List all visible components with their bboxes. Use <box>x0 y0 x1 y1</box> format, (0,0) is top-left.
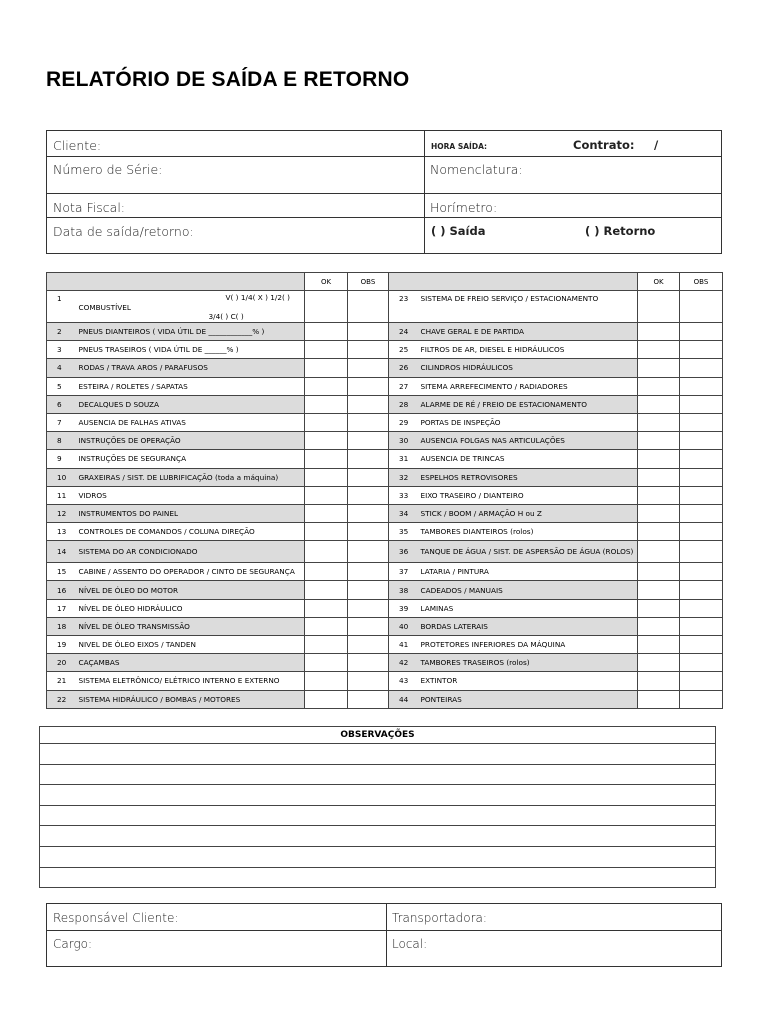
item-number: 40 <box>389 617 419 635</box>
numero-serie-field[interactable]: Número de Série: <box>53 162 163 177</box>
table-row <box>47 359 723 377</box>
item-label: AUSENCIA FOLGAS NAS ARTICULAÇÕES <box>419 432 638 450</box>
local-field[interactable]: Local: <box>392 937 428 951</box>
obs-checkbox[interactable] <box>348 359 389 377</box>
obs-checkbox[interactable] <box>680 486 723 504</box>
item-label: PNEUS DIANTEIROS ( VIDA ÚTIL DE ____________% ) <box>77 323 305 341</box>
horimetro-field[interactable]: Horímetro: <box>430 200 498 215</box>
item-label: RODAS / TRAVA AROS / PARAFUSOS <box>77 359 305 377</box>
obs-checkbox[interactable] <box>348 450 389 468</box>
obs-checkbox[interactable] <box>348 617 389 635</box>
item-label: LAMINAS <box>419 599 638 617</box>
item-number: 26 <box>389 359 419 377</box>
header-info-box <box>46 130 722 254</box>
item-label: PNEUS TRASEIROS ( VIDA ÚTIL DE ______% ) <box>77 341 305 359</box>
obs-checkbox[interactable] <box>348 672 389 690</box>
table-row <box>47 432 723 450</box>
table-row <box>47 341 723 359</box>
item-number: 35 <box>389 523 419 541</box>
item-label: ESTEIRA / ROLETES / SAPATAS <box>77 377 305 395</box>
transportadora-field[interactable]: Transportadora: <box>392 911 487 925</box>
obs-checkbox[interactable] <box>348 413 389 431</box>
item-number: 28 <box>389 395 419 413</box>
ok-checkbox[interactable] <box>305 581 348 599</box>
ok-checkbox[interactable] <box>305 359 348 377</box>
item-number: 29 <box>389 413 419 431</box>
ok-checkbox[interactable] <box>305 617 348 635</box>
ok-checkbox[interactable] <box>638 395 680 413</box>
item-number: 17 <box>47 599 77 617</box>
ok-checkbox[interactable] <box>305 672 348 690</box>
item-label: AUSENCIA DE FALHAS ATIVAS <box>77 413 305 431</box>
item-label: CILINDROS HIDRÁULICOS <box>419 359 638 377</box>
obs-checkbox[interactable] <box>348 395 389 413</box>
table-row <box>47 617 723 635</box>
item-number: 11 <box>47 486 77 504</box>
observacao-line[interactable] <box>40 744 716 765</box>
table-row <box>47 599 723 617</box>
obs-header: OBS <box>348 273 389 291</box>
cliente-field[interactable]: Cliente: <box>53 138 102 153</box>
ok-checkbox[interactable] <box>305 563 348 581</box>
obs-checkbox[interactable] <box>680 377 723 395</box>
obs-checkbox[interactable] <box>348 323 389 341</box>
item-number: 18 <box>47 617 77 635</box>
item-label: TAMBORES TRASEIROS (rolos) <box>419 654 638 672</box>
obs-checkbox[interactable] <box>348 599 389 617</box>
obs-checkbox[interactable] <box>680 468 723 486</box>
ok-checkbox[interactable] <box>305 486 348 504</box>
obs-checkbox[interactable] <box>348 468 389 486</box>
obs-checkbox[interactable] <box>680 690 723 708</box>
contrato-slash: / <box>654 138 659 152</box>
observacao-line[interactable] <box>40 846 716 867</box>
ok-checkbox[interactable] <box>638 581 680 599</box>
item-number: 41 <box>389 636 419 654</box>
obs-checkbox[interactable] <box>680 504 723 522</box>
table-row <box>47 523 723 541</box>
ok-checkbox[interactable] <box>638 504 680 522</box>
item-label: NÍVEL DE ÓLEO TRANSMISSÃO <box>77 617 305 635</box>
obs-checkbox[interactable] <box>348 541 389 563</box>
ok-checkbox[interactable] <box>305 599 348 617</box>
item-label: VIDROS <box>77 486 305 504</box>
ok-checkbox[interactable] <box>638 617 680 635</box>
table-row <box>47 541 723 563</box>
obs-checkbox[interactable] <box>680 599 723 617</box>
item-number: 37 <box>389 563 419 581</box>
obs-checkbox[interactable] <box>680 523 723 541</box>
item-number: 36 <box>389 541 419 563</box>
ok-checkbox[interactable] <box>305 541 348 563</box>
item-number: 14 <box>47 541 77 563</box>
item-label: ALARME DE RÉ / FREIO DE ESTACIONAMENTO <box>419 395 638 413</box>
ok-checkbox[interactable] <box>638 450 680 468</box>
obs-header: OBS <box>680 273 723 291</box>
item-number: 12 <box>47 504 77 522</box>
table-row <box>47 486 723 504</box>
item-number: 38 <box>389 581 419 599</box>
table-row <box>47 395 723 413</box>
ok-checkbox[interactable] <box>305 636 348 654</box>
observacao-line[interactable] <box>40 764 716 785</box>
ok-checkbox[interactable] <box>305 395 348 413</box>
page-title: RELATÓRIO DE SAÍDA E RETORNO <box>46 68 410 91</box>
item-number: 16 <box>47 581 77 599</box>
ok-checkbox[interactable] <box>638 291 680 323</box>
obs-checkbox[interactable] <box>348 581 389 599</box>
item-number: 5 <box>47 377 77 395</box>
obs-checkbox[interactable] <box>348 486 389 504</box>
ok-checkbox[interactable] <box>638 413 680 431</box>
ok-checkbox[interactable] <box>305 341 348 359</box>
item-number: 22 <box>47 690 77 708</box>
obs-checkbox[interactable] <box>680 563 723 581</box>
ok-checkbox[interactable] <box>638 323 680 341</box>
item-label: ESPELHOS RETROVISORES <box>419 468 638 486</box>
cargo-field[interactable]: Cargo: <box>53 937 93 951</box>
item-label: TAMBORES DIANTEIROS (rolos) <box>419 523 638 541</box>
ok-checkbox[interactable] <box>305 377 348 395</box>
item-number: 6 <box>47 395 77 413</box>
table-row <box>47 672 723 690</box>
item-label: PORTAS DE INSPEÇÃO <box>419 413 638 431</box>
item-label: CAÇAMBAS <box>77 654 305 672</box>
table-row <box>47 581 723 599</box>
ok-checkbox[interactable] <box>305 413 348 431</box>
table-row <box>47 690 723 708</box>
footer-box <box>46 903 722 967</box>
ok-checkbox[interactable] <box>638 468 680 486</box>
item-number: 33 <box>389 486 419 504</box>
item-number: 32 <box>389 468 419 486</box>
obs-checkbox[interactable] <box>680 672 723 690</box>
observacao-line[interactable] <box>40 826 716 847</box>
responsavel-cliente-field[interactable]: Responsável Cliente: <box>53 911 179 925</box>
table-row <box>47 563 723 581</box>
ok-checkbox[interactable] <box>638 432 680 450</box>
item-label: INSTRUÇÕES DE SEGURANÇA <box>77 450 305 468</box>
item-number: 19 <box>47 636 77 654</box>
item-number: 23 <box>389 291 419 323</box>
item-number: 31 <box>389 450 419 468</box>
item-label: SISTEMA HIDRÁULICO / BOMBAS / MOTORES <box>77 690 305 708</box>
observacao-line[interactable] <box>40 805 716 826</box>
ok-checkbox[interactable] <box>305 654 348 672</box>
item-number: 30 <box>389 432 419 450</box>
observacao-line[interactable] <box>40 785 716 806</box>
item-number: 8 <box>47 432 77 450</box>
ok-checkbox[interactable] <box>638 636 680 654</box>
ok-checkbox[interactable] <box>305 504 348 522</box>
obs-checkbox[interactable] <box>680 617 723 635</box>
observacoes-table <box>39 726 716 888</box>
item-label: EIXO TRASEIRO / DIANTEIRO <box>419 486 638 504</box>
fuel-level-options[interactable]: 3/4( ) C( ) <box>208 312 244 321</box>
obs-checkbox[interactable] <box>348 690 389 708</box>
ok-checkbox[interactable] <box>638 523 680 541</box>
item-label: STICK / BOOM / ARMAÇÃO H ou Z <box>419 504 638 522</box>
item-label: SISTEMA DO AR CONDICIONADO <box>77 541 305 563</box>
item-label: CABINE / ASSENTO DO OPERADOR / CINTO DE SEGURANÇA <box>77 563 305 581</box>
item-number: 9 <box>47 450 77 468</box>
obs-checkbox[interactable] <box>680 581 723 599</box>
obs-checkbox[interactable] <box>680 359 723 377</box>
ok-checkbox[interactable] <box>638 341 680 359</box>
item-label: CHAVE GERAL E DE PARTIDA <box>419 323 638 341</box>
item-number: 15 <box>47 563 77 581</box>
obs-checkbox[interactable] <box>348 291 389 323</box>
item-label: FILTROS DE AR, DIESEL E HIDRÁULICOS <box>419 341 638 359</box>
obs-checkbox[interactable] <box>348 563 389 581</box>
obs-checkbox[interactable] <box>680 654 723 672</box>
item-label: PROTETORES INFERIORES DA MÁQUINA <box>419 636 638 654</box>
item-label: TANQUE DE ÁGUA / SIST. DE ASPERSÃO DE ÁGUA (ROLOS) <box>419 541 638 563</box>
item-number: 44 <box>389 690 419 708</box>
obs-checkbox[interactable] <box>680 541 723 563</box>
ok-checkbox[interactable] <box>638 563 680 581</box>
ok-checkbox[interactable] <box>638 359 680 377</box>
table-row <box>47 468 723 486</box>
obs-checkbox[interactable] <box>348 341 389 359</box>
item-number: 3 <box>47 341 77 359</box>
item-number: 25 <box>389 341 419 359</box>
item-number: 7 <box>47 413 77 431</box>
ok-checkbox[interactable] <box>638 541 680 563</box>
item-number: 4 <box>47 359 77 377</box>
item-number: 2 <box>47 323 77 341</box>
hora-saida-field[interactable]: HORA SAÍDA: <box>431 142 488 151</box>
ok-header: OK <box>638 273 680 291</box>
ok-checkbox[interactable] <box>305 432 348 450</box>
contrato-field[interactable]: Contrato: <box>573 138 635 152</box>
item-label: PONTEIRAS <box>419 690 638 708</box>
item-label <box>77 291 305 323</box>
item-number: 39 <box>389 599 419 617</box>
item-label: CONTROLES DE COMANDOS / COLUNA DIREÇÃO <box>77 523 305 541</box>
table-row <box>47 323 723 341</box>
table-row <box>47 291 723 323</box>
ok-checkbox[interactable] <box>305 291 348 323</box>
item-label: NÍVEL DE ÓLEO DO MOTOR <box>77 581 305 599</box>
obs-checkbox[interactable] <box>680 450 723 468</box>
ok-checkbox[interactable] <box>638 599 680 617</box>
item-number: 27 <box>389 377 419 395</box>
data-saida-retorno-field[interactable]: Data de saída/retorno: <box>53 224 194 239</box>
ok-checkbox[interactable] <box>305 690 348 708</box>
item-number: 13 <box>47 523 77 541</box>
ok-checkbox[interactable] <box>638 486 680 504</box>
item-label: SISTEMA ELETRÔNICO/ ELÉTRICO INTERNO E EXTERNO <box>77 672 305 690</box>
ok-checkbox[interactable] <box>638 654 680 672</box>
obs-checkbox[interactable] <box>348 636 389 654</box>
item-number: 34 <box>389 504 419 522</box>
observacoes-title: OBSERVAÇÕES <box>40 727 716 744</box>
obs-checkbox[interactable] <box>680 395 723 413</box>
retorno-checkbox[interactable]: ( ) Retorno <box>585 224 656 238</box>
obs-checkbox[interactable] <box>348 523 389 541</box>
ok-checkbox[interactable] <box>305 468 348 486</box>
obs-checkbox[interactable] <box>680 323 723 341</box>
obs-checkbox[interactable] <box>348 377 389 395</box>
ok-checkbox[interactable] <box>305 323 348 341</box>
fuel-level-options[interactable]: V( ) 1/4( X ) 1/2( ) <box>225 293 290 302</box>
checklist-body <box>47 291 723 709</box>
item-number: 20 <box>47 654 77 672</box>
checklist-table <box>46 272 723 709</box>
item-label: CADEADOS / MANUAIS <box>419 581 638 599</box>
item-label: BORDAS LATERAIS <box>419 617 638 635</box>
obs-checkbox[interactable] <box>680 291 723 323</box>
table-row <box>47 636 723 654</box>
table-row <box>47 654 723 672</box>
ok-checkbox[interactable] <box>638 377 680 395</box>
item-number: 42 <box>389 654 419 672</box>
ok-checkbox[interactable] <box>638 690 680 708</box>
item-label: AUSENCIA DE TRINCAS <box>419 450 638 468</box>
obs-checkbox[interactable] <box>680 636 723 654</box>
item-number: 43 <box>389 672 419 690</box>
nota-fiscal-field[interactable]: Nota Fiscal: <box>53 200 126 215</box>
item-label: INSTRUÇÕES DE OPERAÇÃO <box>77 432 305 450</box>
item-label: SITEMA ARREFECIMENTO / RADIADORES <box>419 377 638 395</box>
table-header <box>47 273 723 291</box>
ok-checkbox[interactable] <box>638 672 680 690</box>
ok-checkbox[interactable] <box>305 523 348 541</box>
obs-checkbox[interactable] <box>680 413 723 431</box>
nomenclatura-field[interactable]: Nomenclatura: <box>430 162 523 177</box>
item-label: NÍVEL DE ÓLEO HIDRÁULICO <box>77 599 305 617</box>
table-row <box>47 377 723 395</box>
item-number: 1 <box>47 291 77 323</box>
item-label: SISTEMA DE FREIO SERVIÇO / ESTACIONAMENTO <box>419 291 638 323</box>
observacao-line[interactable] <box>40 867 716 888</box>
table-row <box>47 450 723 468</box>
table-row <box>47 504 723 522</box>
table-row <box>47 413 723 431</box>
obs-checkbox[interactable] <box>680 341 723 359</box>
item-label: LATARIA / PINTURA <box>419 563 638 581</box>
ok-header: OK <box>305 273 348 291</box>
item-label-text: COMBUSTÍVEL <box>78 303 131 312</box>
ok-checkbox[interactable] <box>305 450 348 468</box>
item-label: EXTINTOR <box>419 672 638 690</box>
obs-checkbox[interactable] <box>348 432 389 450</box>
item-label: DECALQUES D SOUZA <box>77 395 305 413</box>
obs-checkbox[interactable] <box>348 504 389 522</box>
item-label: INSTRUMENTOS DO PAINEL <box>77 504 305 522</box>
obs-checkbox[interactable] <box>348 654 389 672</box>
item-number: 10 <box>47 468 77 486</box>
item-number: 21 <box>47 672 77 690</box>
item-label: NIVEL DE ÓLEO EIXOS / TANDEN <box>77 636 305 654</box>
saida-checkbox[interactable]: ( ) Saída <box>431 224 486 238</box>
item-label: GRAXEIRAS / SIST. DE LUBRIFICAÇÃO (toda a máquina) <box>77 468 305 486</box>
item-number: 24 <box>389 323 419 341</box>
obs-checkbox[interactable] <box>680 432 723 450</box>
